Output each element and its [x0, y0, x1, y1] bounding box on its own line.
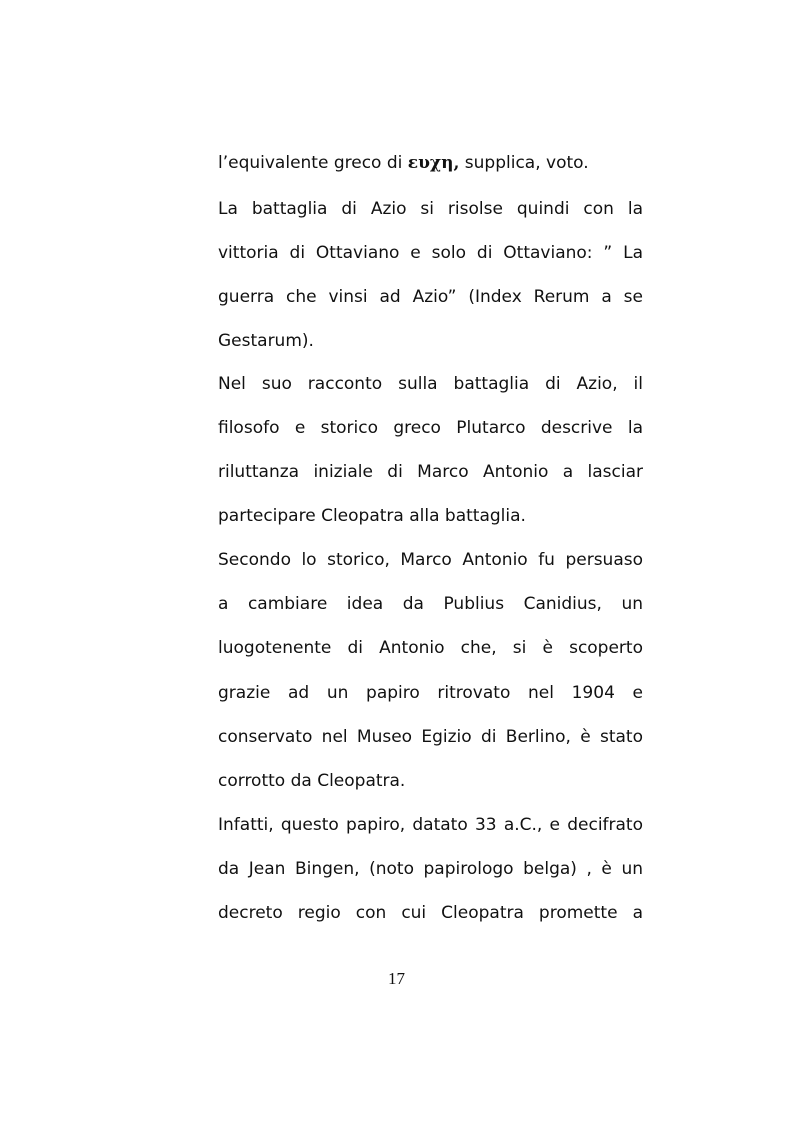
- text-line: conservato nel Museo Egizio di Berlino, è stato: [218, 727, 643, 747]
- page-number: 17: [388, 969, 405, 988]
- text-line: Infatti, questo papiro, datato 33 a.C., e decifrato: [218, 815, 643, 835]
- greek-word: ευχη,: [407, 153, 460, 173]
- text-line: decreto regio con cui Cleopatra promette a: [218, 903, 643, 923]
- text-line: riluttanza iniziale di Marco Antonio a lasciar: [218, 462, 643, 482]
- text-line: filosofo e storico greco Plutarco descrive la: [218, 418, 643, 438]
- text-line: a cambiare idea da Publius Canidius, un: [218, 594, 643, 614]
- text-line: guerra che vinsi ad Azio” (Index Rerum a se: [218, 287, 643, 307]
- text-segment: supplica, voto.: [459, 153, 589, 173]
- text-line: [218, 150, 643, 176]
- text-line: corrotto da Cleopatra.: [218, 771, 406, 791]
- text-line: Gestarum).: [218, 331, 314, 351]
- text-line: Secondo lo storico, Marco Antonio fu persuaso: [218, 550, 643, 570]
- text-segment: l’equivalente greco di: [218, 153, 408, 173]
- text-line: La battaglia di Azio si risolse quindi con la: [218, 199, 643, 219]
- text-line: da Jean Bingen, (noto papirologo belga) , è un: [218, 859, 643, 879]
- text-line: luogotenente di Antonio che, si è scoperto: [218, 638, 643, 658]
- text-line: Nel suo racconto sulla battaglia di Azio, il: [218, 374, 643, 394]
- text-line: partecipare Cleopatra alla battaglia.: [218, 506, 526, 526]
- text-line: vittoria di Ottaviano e solo di Ottaviano: ” La: [218, 243, 643, 263]
- text-line: grazie ad un papiro ritrovato nel 1904 e: [218, 683, 643, 703]
